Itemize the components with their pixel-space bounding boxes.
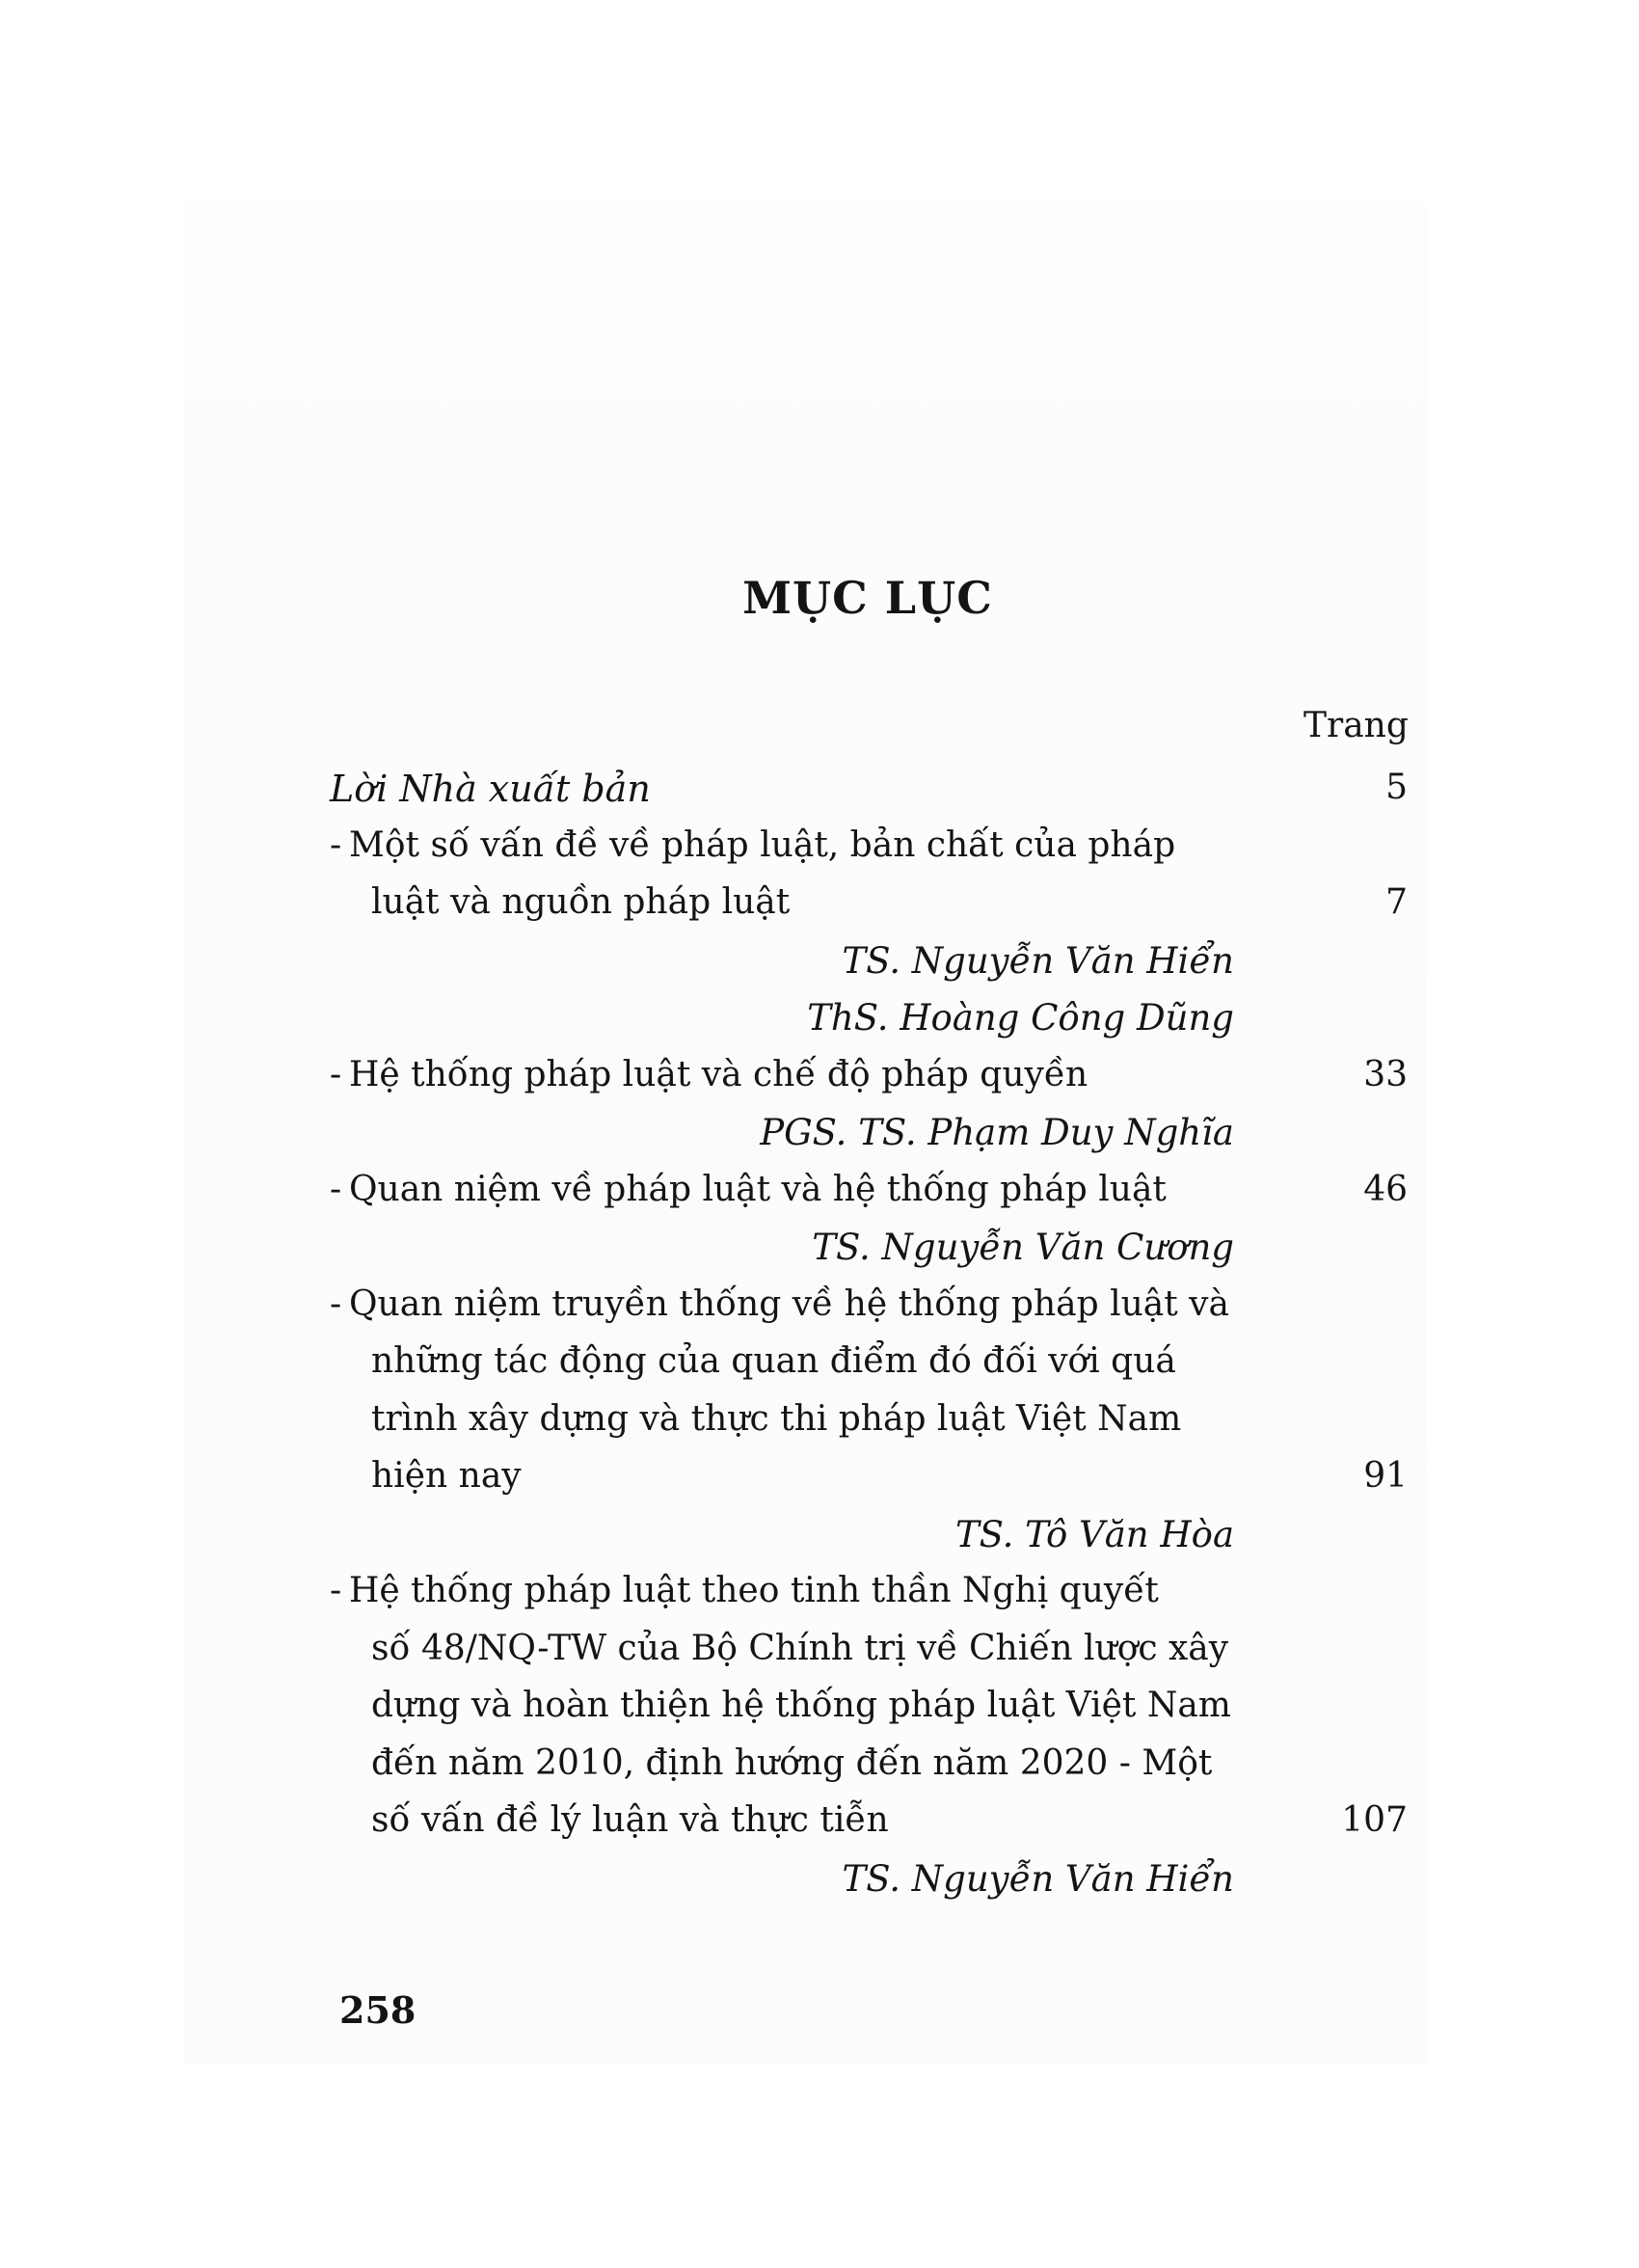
toc-author: PGS. TS. Phạm Duy Nghĩa (760, 1112, 1234, 1153)
toc-page-number: 7 (1385, 882, 1408, 922)
toc-page-number: 91 (1363, 1456, 1408, 1496)
toc-entry-line: Hệ thống pháp luật và chế độ pháp quyền (349, 1054, 1088, 1094)
toc-entry-line: dựng và hoàn thiện hệ thống pháp luật Việt Nam (371, 1686, 1231, 1725)
toc-author: TS. Nguyễn Văn Hiển (842, 939, 1234, 982)
toc-entry-line: trình xây dựng và thực thi pháp luật Việt Nam (371, 1398, 1182, 1439)
toc-author: ThS. Hoàng Công Dũng (807, 997, 1234, 1039)
page-column-header: Trang (1303, 706, 1409, 745)
toc-author: TS. Nguyễn Văn Cương (812, 1227, 1234, 1268)
toc-author: TS. Tô Văn Hòa (954, 1513, 1234, 1555)
toc-entry-line: đến năm 2010, định hướng đến năm 2020 - Một (371, 1742, 1213, 1783)
toc-page-number: 107 (1341, 1800, 1408, 1840)
toc-dash: - (330, 1571, 342, 1610)
toc-dash: - (330, 824, 342, 865)
toc-entry-line: Hệ thống pháp luật theo tinh thần Nghị quyết (349, 1571, 1159, 1610)
toc-page-number: 33 (1363, 1054, 1408, 1094)
toc-entry-line: Quan niệm về pháp luật và hệ thống pháp luật (349, 1169, 1167, 1209)
footer-page-number: 258 (339, 1988, 416, 2032)
page-title: MỤC LỤC (742, 571, 993, 624)
toc-entry-line: hiện nay (371, 1456, 522, 1496)
toc-dash: - (330, 1283, 342, 1324)
toc-page-number: 46 (1363, 1169, 1408, 1209)
toc-entry-line: những tác động của quan điểm đó đối với quá (371, 1341, 1176, 1381)
toc-page-number: 5 (1385, 768, 1408, 807)
toc-dash: - (330, 1054, 342, 1094)
toc-dash: - (330, 1169, 342, 1209)
toc-entry-line: số vấn đề lý luận và thực tiễn (371, 1800, 889, 1840)
toc-entry-line: số 48/NQ-TW của Bộ Chính trị về Chiến lược xây (371, 1628, 1229, 1668)
toc-entry-line: Một số vấn đề về pháp luật, bản chất của pháp (349, 824, 1176, 865)
toc-entry-line: Quan niệm truyền thống về hệ thống pháp luật và (349, 1283, 1229, 1324)
toc-author: TS. Nguyễn Văn Hiển (842, 1857, 1234, 1900)
toc-entry-line: Lời Nhà xuất bản (330, 768, 651, 810)
toc-entry-line: luật và nguồn pháp luật (371, 882, 791, 922)
